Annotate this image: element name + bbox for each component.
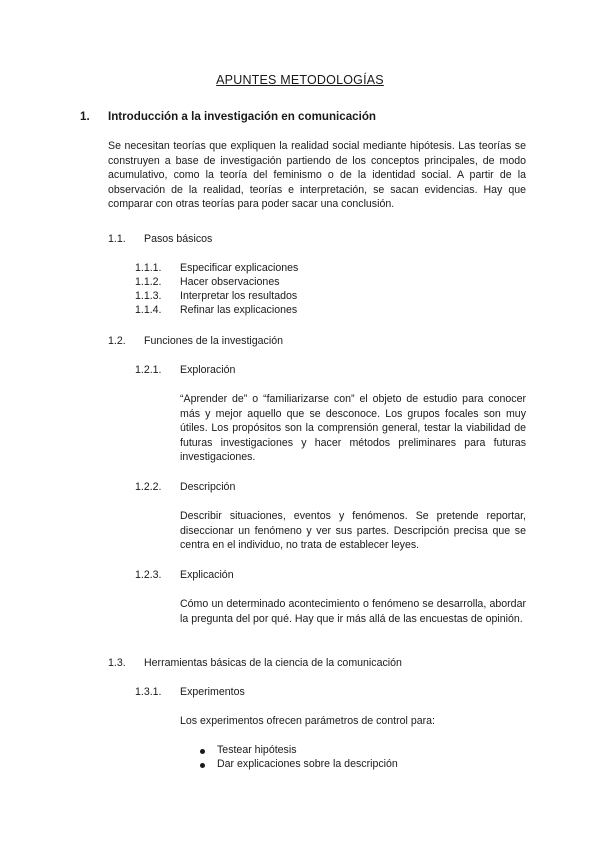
- subsection-number: 1.2.1.: [135, 364, 162, 376]
- step-number: 1.1.1.: [135, 262, 162, 274]
- section-1-intro-paragraph: Se necesitan teorías que expliquen la realidad social mediante hipótesis. Las teorías se construyen a base de investigación partiendo de los conceptos principales, de modo acumulativo, como la teoría del feminismo o de la identidad social. A partir de la observación de la realidad, teorías e interpretación, se sacan evidencias. Hay que comparar con otras teorías para poder sacar una conclusión.: [108, 140, 526, 210]
- section-1-2-heading: Funciones de la investigación: [144, 335, 283, 347]
- step-number: 1.1.3.: [135, 290, 162, 302]
- section-1-2-number: 1.2.: [108, 335, 126, 347]
- section-1-heading: Introducción a la investigación en comunicación: [108, 110, 376, 123]
- step-label: Hacer observaciones: [180, 276, 280, 288]
- subsection-heading: Explicación: [180, 569, 234, 581]
- subsection-paragraph: Describir situaciones, eventos y fenómenos. Se pretende reportar, diseccionar un fenómeno y ver sus partes. Descripción precisa que se centra en el individuo, no trata de establecer leyes.: [180, 510, 526, 551]
- section-1-1-heading: Pasos básicos: [144, 233, 213, 245]
- subsection-number: 1.3.1.: [135, 686, 162, 698]
- section-1-1-number: 1.1.: [108, 233, 126, 245]
- subsection-number: 1.2.3.: [135, 569, 162, 581]
- section-1-3-heading: Herramientas básicas de la ciencia de la comunicación: [144, 657, 402, 669]
- subsection-heading: Experimentos: [180, 686, 245, 698]
- subsection-number: 1.2.2.: [135, 481, 162, 493]
- subsection-paragraph: “Aprender de” o “familiarizarse con” el objeto de estudio para conocer más y mejor aquello que se desconoce. Los grupos focales son muy útiles. Los propósitos son la comprensión general, testar la viabilidad de futuras investigaciones y hacer métodos preliminares para futuras investigaciones.: [180, 393, 526, 463]
- step-label: Refinar las explicaciones: [180, 304, 298, 316]
- bullet-text: Testear hipótesis: [217, 744, 297, 756]
- section-1-number: 1.: [80, 110, 90, 123]
- step-number: 1.1.2.: [135, 276, 162, 288]
- subsection-heading: Exploración: [180, 364, 236, 376]
- section-1-3-number: 1.3.: [108, 657, 126, 669]
- step-number: 1.1.4.: [135, 304, 162, 316]
- subsection-paragraph: Los experimentos ofrecen parámetros de control para:: [180, 715, 435, 727]
- bullet-dot-icon: [200, 749, 205, 754]
- subsection-paragraph: Cómo un determinado acontecimiento o fenómeno se desarrolla, abordar la pregunta del por qué. Hay que ir más allá de las encuestas de opinión.: [180, 598, 526, 625]
- step-label: Especificar explicaciones: [180, 262, 299, 274]
- bullet-text: Dar explicaciones sobre la descripción: [217, 758, 398, 770]
- document-title: APUNTES METODOLOGÍAS: [216, 73, 384, 87]
- step-label: Interpretar los resultados: [180, 290, 298, 302]
- bullet-dot-icon: [200, 763, 205, 768]
- subsection-heading: Descripción: [180, 481, 236, 493]
